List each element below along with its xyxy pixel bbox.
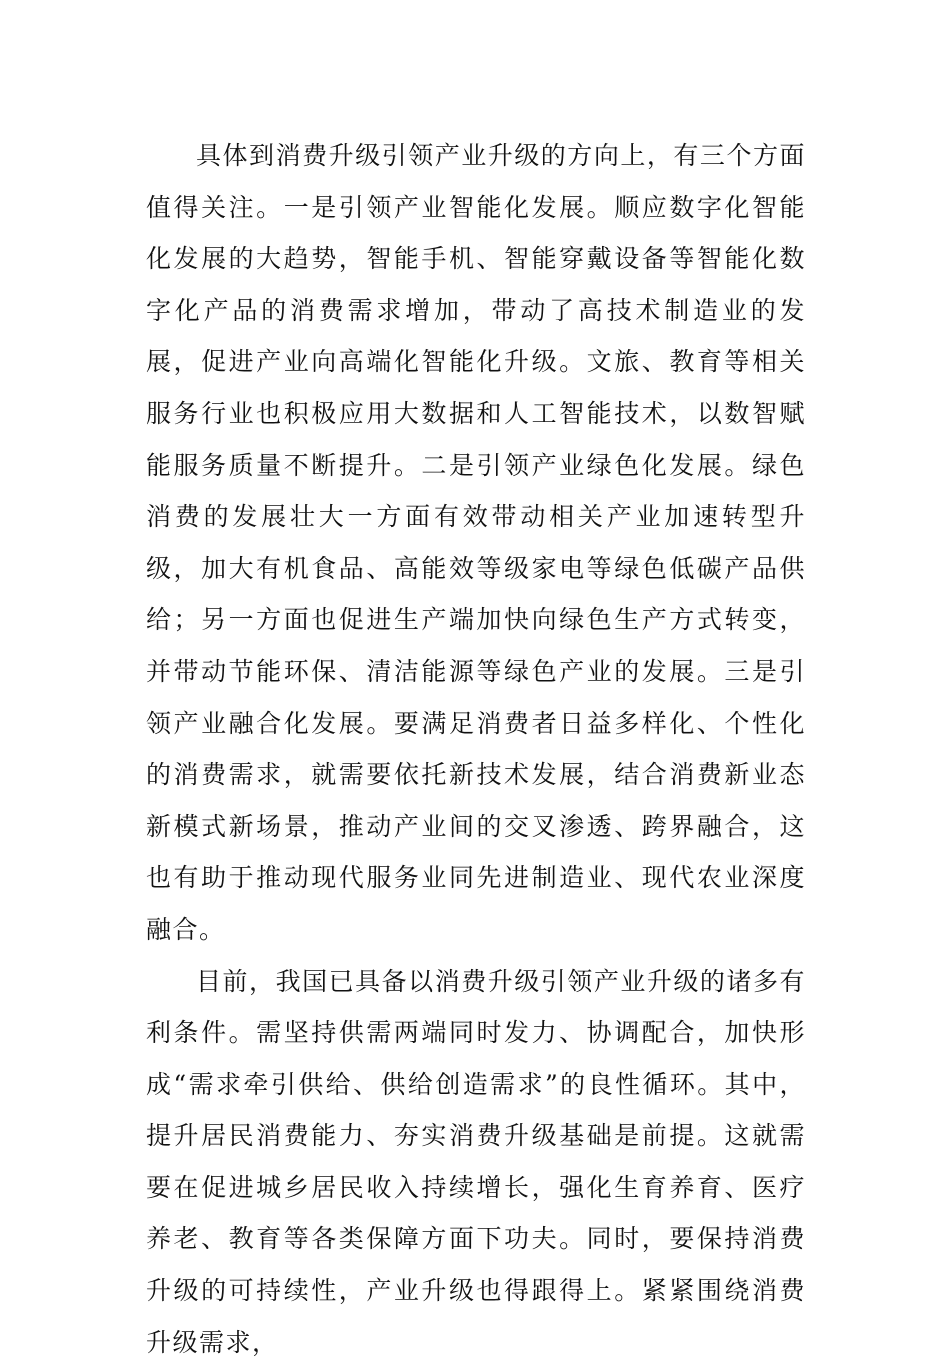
paragraph-2: 目前，我国已具备以消费升级引领产业升级的诸多有利条件。需坚持供需两端同时发力、协调配合，加快形成“需求牵引供给、供给创造需求”的良性循环。其中，提升居民消费能力、夯实消费升级基础是前提。这就需要在促进城乡居民收入持续增长，强化生育养育、医疗养老、教育等各类保障方面下功夫。同时，要保持消费升级的可持续性，产业升级也得跟得上。紧紧围绕消费升级需求， xyxy=(146,956,806,1368)
paragraph-1: 具体到消费升级引领产业升级的方向上，有三个方面值得关注。一是引领产业智能化发展。顺应数字化智能化发展的大趋势，智能手机、智能穿戴设备等智能化数字化产品的消费需求增加，带动了高技术制造业的发展，促进产业向高端化智能化升级。文旅、教育等相关服务行业也积极应用大数据和人工智能技术，以数智赋能服务质量不断提升。二是引领产业绿色化发展。绿色消费的发展壮大一方面有效带动相关产业加速转型升级，加大有机食品、高能效等级家电等绿色低碳产品供给；另一方面也促进生产端加快向绿色生产方式转变，并带动节能环保、清洁能源等绿色产业的发展。三是引领产业融合化发展。要满足消费者日益多样化、个性化的消费需求，就需要依托新技术发展，结合消费新业态新模式新场景，推动产业间的交叉渗透、跨界融合，这也有助于推动现代服务业同先进制造业、现代农业深度融合。 xyxy=(146,130,806,956)
document-body xyxy=(146,130,806,1368)
